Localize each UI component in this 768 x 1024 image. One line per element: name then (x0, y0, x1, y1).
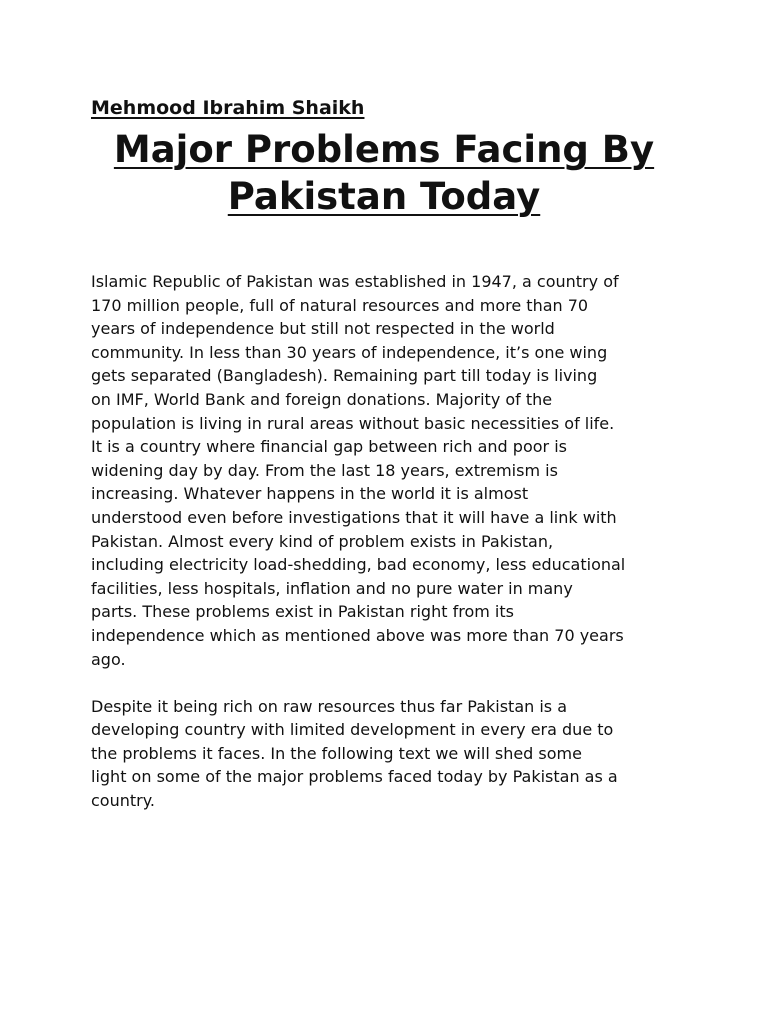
body-text (91, 270, 691, 836)
text-line: increasing. Whatever happens in the world it is almost (91, 484, 529, 504)
text-line: Despite it being rich on raw resources thus far Pakistan is a (91, 696, 568, 716)
text-line: population is living in rural areas without basic necessities of life. (91, 413, 615, 433)
text-line: 170 million people, full of natural resources and more than 70 (91, 295, 589, 315)
title-line: Major Problems Facing By (113, 128, 655, 171)
text-line: It is a country where financial gap between rich and poor is (91, 437, 567, 457)
author-name: Mehmood Ibrahim Shaikh (91, 97, 365, 119)
text-line: including electricity load-shedding, bad economy, less educational (91, 555, 626, 575)
paragraph-overview (91, 695, 691, 813)
paragraph-intro (91, 270, 691, 671)
text-line: years of independence but still not respected in the world (91, 319, 555, 339)
text-line: developing country with limited development in every era due to (91, 720, 614, 740)
title-line: Pakistan Today (227, 175, 541, 218)
text-line: independence which as mentioned above was more than 70 years (91, 625, 624, 645)
text-line: Islamic Republic of Pakistan was established in 1947, a country of (91, 272, 619, 291)
text-line: light on some of the major problems faced today by Pakistan as a (91, 767, 618, 787)
text-line: understood even before investigations that it will have a link with (91, 507, 617, 527)
text-line: facilities, less hospitals, inflation and no pure water in many (91, 578, 573, 598)
text-line: Pakistan. Almost every kind of problem exists in Pakistan, (91, 531, 554, 551)
text-line: widening day by day. From the last 18 years, extremism is (91, 460, 558, 480)
text-line: ago. (91, 649, 126, 669)
text-line: the problems it faces. In the following text we will shed some (91, 743, 582, 763)
text-line: parts. These problems exist in Pakistan right from its (91, 602, 514, 622)
text-line: country. (91, 791, 155, 811)
document-title (80, 126, 688, 220)
text-line: community. In less than 30 years of independence, it’s one wing (91, 342, 608, 362)
text-line: on IMF, World Bank and foreign donations. Majority of the (91, 389, 553, 409)
text-line: gets separated (Bangladesh). Remaining part till today is living (91, 366, 598, 386)
